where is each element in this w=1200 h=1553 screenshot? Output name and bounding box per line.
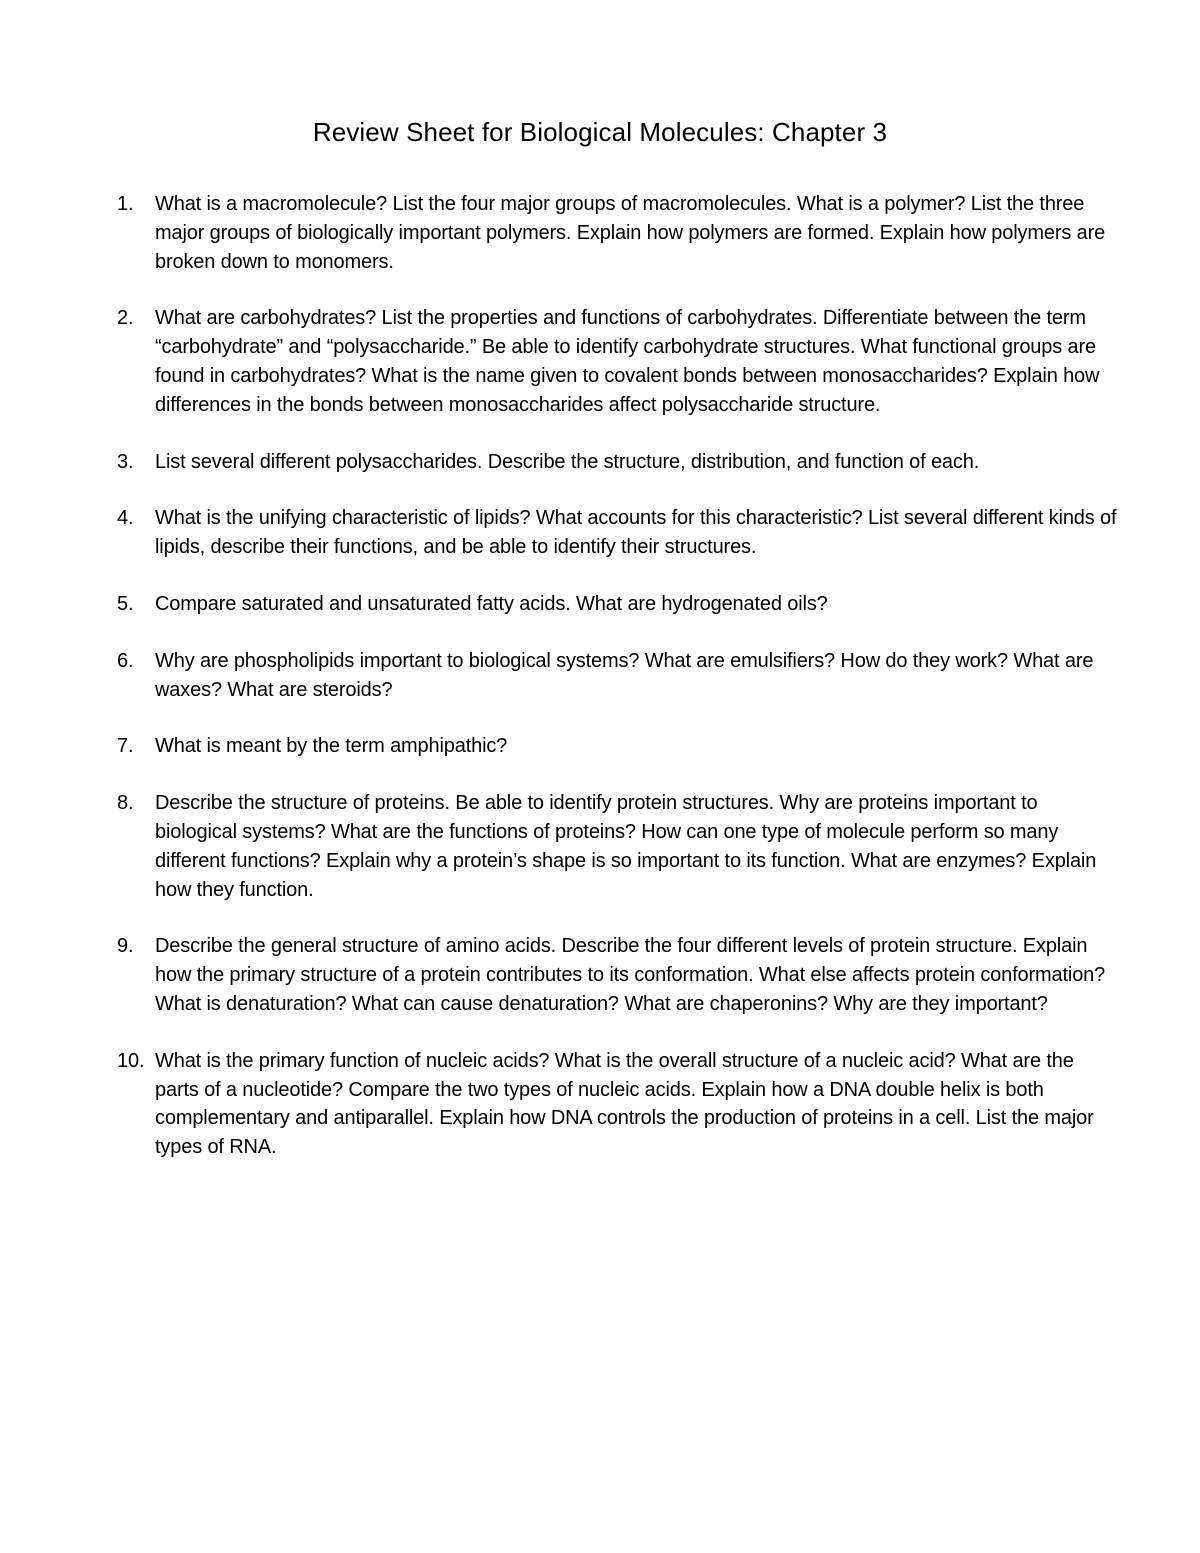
question-text: Compare saturated and unsaturated fatty acids. What are hydrogenated oils?	[155, 592, 828, 615]
question-number: 3.	[117, 450, 134, 473]
question-number: 10.	[117, 1049, 145, 1072]
question-number: 9.	[117, 935, 134, 958]
question-item	[117, 304, 1117, 419]
question-text: What is the primary function of nucleic acids? What is the overall structure of a nucleic acid? What are the parts of a nucleotide? Compare the two types of nucleic acids. Explain how a DNA double helix is both complementary and antiparallel. Explain how DNA controls the production of proteins in a cell. List the major types of RNA.	[155, 1049, 1094, 1159]
question-text: What is the unifying characteristic of lipids? What accounts for this characteristic? List several different kinds of lipids, describe their functions, and be able to identify their structures.	[155, 507, 1117, 559]
question-number: 1.	[117, 193, 134, 215]
question-number: 6.	[117, 649, 134, 672]
question-number: 2.	[117, 307, 134, 330]
question-number: 8.	[117, 792, 134, 815]
question-text: Describe the general structure of amino acids. Describe the four different levels of protein structure. Explain how the primary structure of a protein contributes to its conformation. What else affects protein conformation? What is denaturation? What can cause denaturation? What are chaperonins? Why are they important?	[155, 935, 1106, 1015]
question-item	[117, 590, 1117, 619]
question-text: What is a macromolecule? List the four major groups of macromolecules. What is a polymer? List the three major groups of biologically important polymers. Explain how polymers are formed. Explain how polymers are broken down to monomers.	[155, 193, 1106, 273]
question-number: 5.	[117, 592, 134, 615]
question-item	[117, 448, 1117, 477]
question-number: 4.	[117, 507, 134, 530]
question-item	[117, 504, 1117, 562]
question-text: List several different polysaccharides. Describe the structure, distribution, and function of each.	[155, 450, 980, 473]
question-text: What is meant by the term amphipathic?	[155, 735, 508, 758]
page-title: Review Sheet for Biological Molecules: Chapter 3	[312, 117, 888, 147]
question-text: Describe the structure of proteins. Be able to identify protein structures. Why are proteins important to biological systems? What are the functions of proteins? How can one type of molecule perform so many different functions? Explain why a protein’s shape is so important to its function. What are enzymes? Explain how they function.	[155, 792, 1097, 901]
question-item	[117, 647, 1117, 705]
question-item	[117, 732, 1117, 761]
question-text: Why are phospholipids important to biological systems? What are emulsifiers? How do they work? What are waxes? What are steroids?	[155, 649, 1094, 701]
question-number: 7.	[117, 735, 134, 758]
question-list	[117, 190, 1117, 1190]
question-item	[117, 789, 1117, 904]
question-item	[117, 190, 1117, 276]
question-item	[117, 932, 1117, 1018]
question-item	[117, 1047, 1117, 1162]
question-text: What are carbohydrates? List the properties and functions of carbohydrates. Differentiate between the term “carbohydrate” and “polysaccharide.” Be able to identify carbohydrate structures. What functional groups are found in carbohydrates? What is the name given to covalent bonds between monosaccharides? Explain how differences in the bonds between monosaccharides affect polysaccharide structure.	[155, 307, 1100, 416]
